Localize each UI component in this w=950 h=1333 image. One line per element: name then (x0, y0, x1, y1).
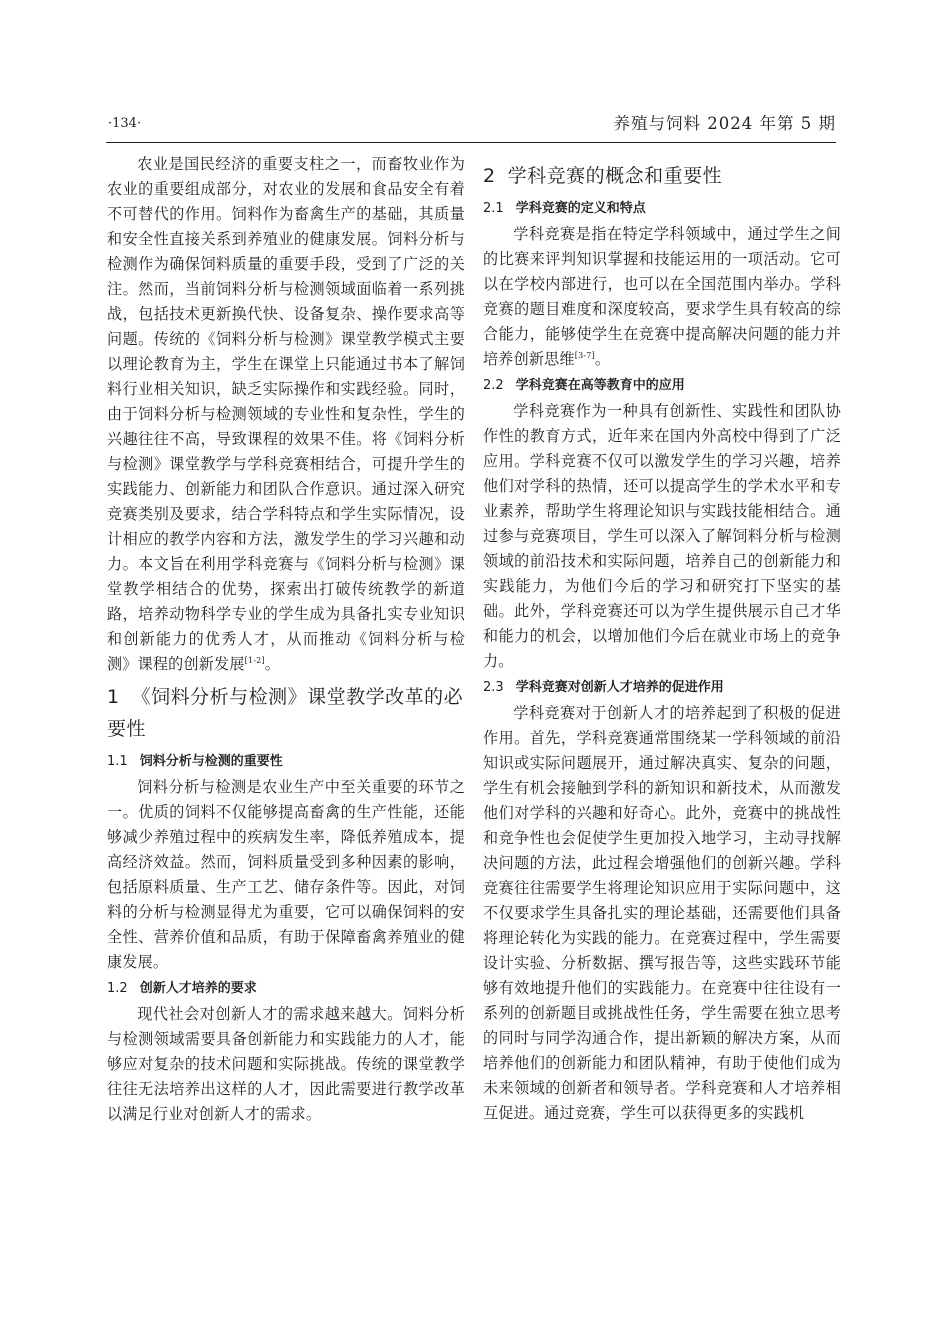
subsection-2-1-text: 学科竞赛是指在特定学科领域中，通过学生之间的比赛来评判知识掌握和技能运用的一项活动。它可以在学校内部进行，也可以在全国范围内举办。学科竞赛的题目难度和深度较高，要求学生具有较高的综合能力，能够使学生在竞赛中提高解决问题的能力并培养创新思维 (483, 225, 841, 368)
subsection-2-1-heading (483, 198, 841, 220)
section-2-number: 2 (483, 165, 496, 187)
section-1-heading (107, 681, 465, 745)
page-number: ·134· (108, 116, 142, 131)
subsection-1-2-title: 创新人才培养的要求 (139, 981, 257, 996)
subsection-2-1-title: 学科竞赛的定义和特点 (515, 201, 646, 216)
subsection-2-3-paragraph: 学科竞赛对于创新人才的培养起到了积极的促进作用。首先，学科竞赛通常围绕某一学科领域的前沿知识或实际问题展开，通过解决真实、复杂的问题，学生有机会接触到学科的新知识和新技术，从而激发他们对学科的兴趣和好奇心。此外，竞赛中的挑战性和竞争性也会促使学生更加投入地学习，主动寻找解决问题的方法，此过程会增强他们的创新兴趣。学科竞赛往往需要学生将理论知识应用于实际问题中，这不仅要求学生具备扎实的理论基础，还需要他们具备将理论转化为实践的能力。在竞赛过程中，学生需要设计实验、分析数据、撰写报告等，这些实践环节能够有效地提升他们的实践能力。在竞赛中往往设有一系列的创新题目或挑战性任务，学生需要在独立思考的同时与同学沟通合作，提出新颖的解决方案，从而培养他们的创新能力和团队精神，有助于使他们成为未来领域的创新者和领导者。学科竞赛和人才培养相互促进。通过竞赛，学生可以获得更多的实践机 (483, 704, 841, 1122)
subsection-2-3-number: 2.3 (483, 680, 504, 695)
subsection-2-3-title: 学科竞赛对创新人才培养的促进作用 (515, 680, 724, 695)
section-2-heading (483, 160, 841, 192)
subsection-2-1-paragraph (483, 222, 841, 372)
subsection-2-2-paragraph: 学科竞赛作为一种具有创新性、实践性和团队协作性的教育方式，近年来在国内外高校中得到了广泛应用。学科竞赛不仅可以激发学生的学习兴趣，培养他们对学科的热情，还可以提高学生的学术水平和专业素养，帮助学生将理论知识与实践技能相结合。通过参与竞赛项目，学生可以深入了解饲料分析与检测领域的前沿技术和实际问题，培养自己的创新能力和实践能力，为他们今后的学习和研究打下坚实的基础。此外，学科竞赛还可以为学生提供展示自己才华和能力的机会，以增加他们今后在就业市场上的竞争力。 (483, 402, 841, 670)
journal-title: 养殖与饲料 2024 年第 5 期 (613, 114, 836, 133)
subsection-1-2-number: 1.2 (107, 981, 128, 996)
running-header (106, 108, 836, 143)
left-column (107, 152, 465, 1127)
subsection-1-1-number: 1.1 (107, 754, 128, 769)
section-2-title: 学科竞赛的概念和重要性 (507, 165, 723, 187)
subsection-2-2-heading (483, 375, 841, 397)
intro-tail: 。 (264, 655, 281, 673)
subsection-1-2-paragraph: 现代社会对创新人才的需求越来越大。饲料分析与检测领域需要具备创新能力和实践能力的人才，能够应对复杂的技术问题和实际挑战。传统的课堂教学往往无法培养出这样的人才，因此需要进行教学改革以满足行业对创新人才的需求。 (107, 1005, 465, 1123)
subsection-2-1-citation: [3-7] (574, 350, 595, 360)
subsection-2-3-heading (483, 677, 841, 699)
subsection-1-1-heading (107, 751, 465, 773)
subsection-1-1-paragraph: 饲料分析与检测是农业生产中至关重要的环节之一。优质的饲料不仅能够提高畜禽的生产性能，还能够减少养殖过程中的疾病发生率，降低养殖成本，提高经济效益。然而，饲料质量受到多种因素的影响，包括原料质量、生产工艺、储存条件等。因此，对饲料的分析与检测显得尤为重要，它可以确保饲料的安全性、营养价值和品质，有助于保障畜禽养殖业的健康发展。 (107, 778, 465, 971)
subsection-2-1-tail: 。 (594, 350, 611, 368)
subsection-1-2-heading (107, 978, 465, 1000)
intro-citation: [1-2] (244, 655, 265, 665)
section-1-number: 1 (107, 686, 120, 708)
subsection-1-1-title: 饲料分析与检测的重要性 (139, 754, 283, 769)
intro-text: 农业是国民经济的重要支柱之一，而畜牧业作为农业的重要组成部分，对农业的发展和食品安全有着不可替代的作用。饲料作为畜禽生产的基础，其质量和安全性直接关系到养殖业的健康发展。饲料分析与检测作为确保饲料质量的重要手段，受到了广泛的关注。然而，当前饲料分析与检测领域面临着一系列挑战，包括技术更新换代快、设备复杂、操作要求高等问题。传统的《饲料分析与检测》课堂教学模式主要以理论教育为主，学生在课堂上只能通过书本了解饲料行业相关知识，缺乏实际操作和实践经验。同时，由于饲料分析与检测领域的专业性和复杂性，学生的兴趣往往不高，导致课程的效果不佳。将《饲料分析与检测》课堂教学与学科竞赛相结合，可提升学生的实践能力、创新能力和团队合作意识。通过深入研究竞赛类别及要求，结合学科特点和学生实际情况，设计相应的教学内容和方法，激发学生的学习兴趣和动力。本文旨在利用学科竞赛与《饲料分析与检测》课堂教学相结合的优势，探索出打破传统教学的新道路，培养动物科学专业的学生成为具备扎实专业知识和创新能力的优秀人才，从而推动《饲料分析与检测》课程的创新发展 (107, 155, 465, 673)
subsection-2-1-number: 2.1 (483, 201, 504, 216)
section-1-title: 《饲料分析与检测》课堂教学改革的必要性 (107, 686, 464, 740)
right-column (483, 152, 841, 1126)
intro-paragraph (107, 152, 465, 677)
subsection-2-2-title: 学科竞赛在高等教育中的应用 (515, 378, 685, 393)
subsection-2-2-number: 2.2 (483, 378, 504, 393)
